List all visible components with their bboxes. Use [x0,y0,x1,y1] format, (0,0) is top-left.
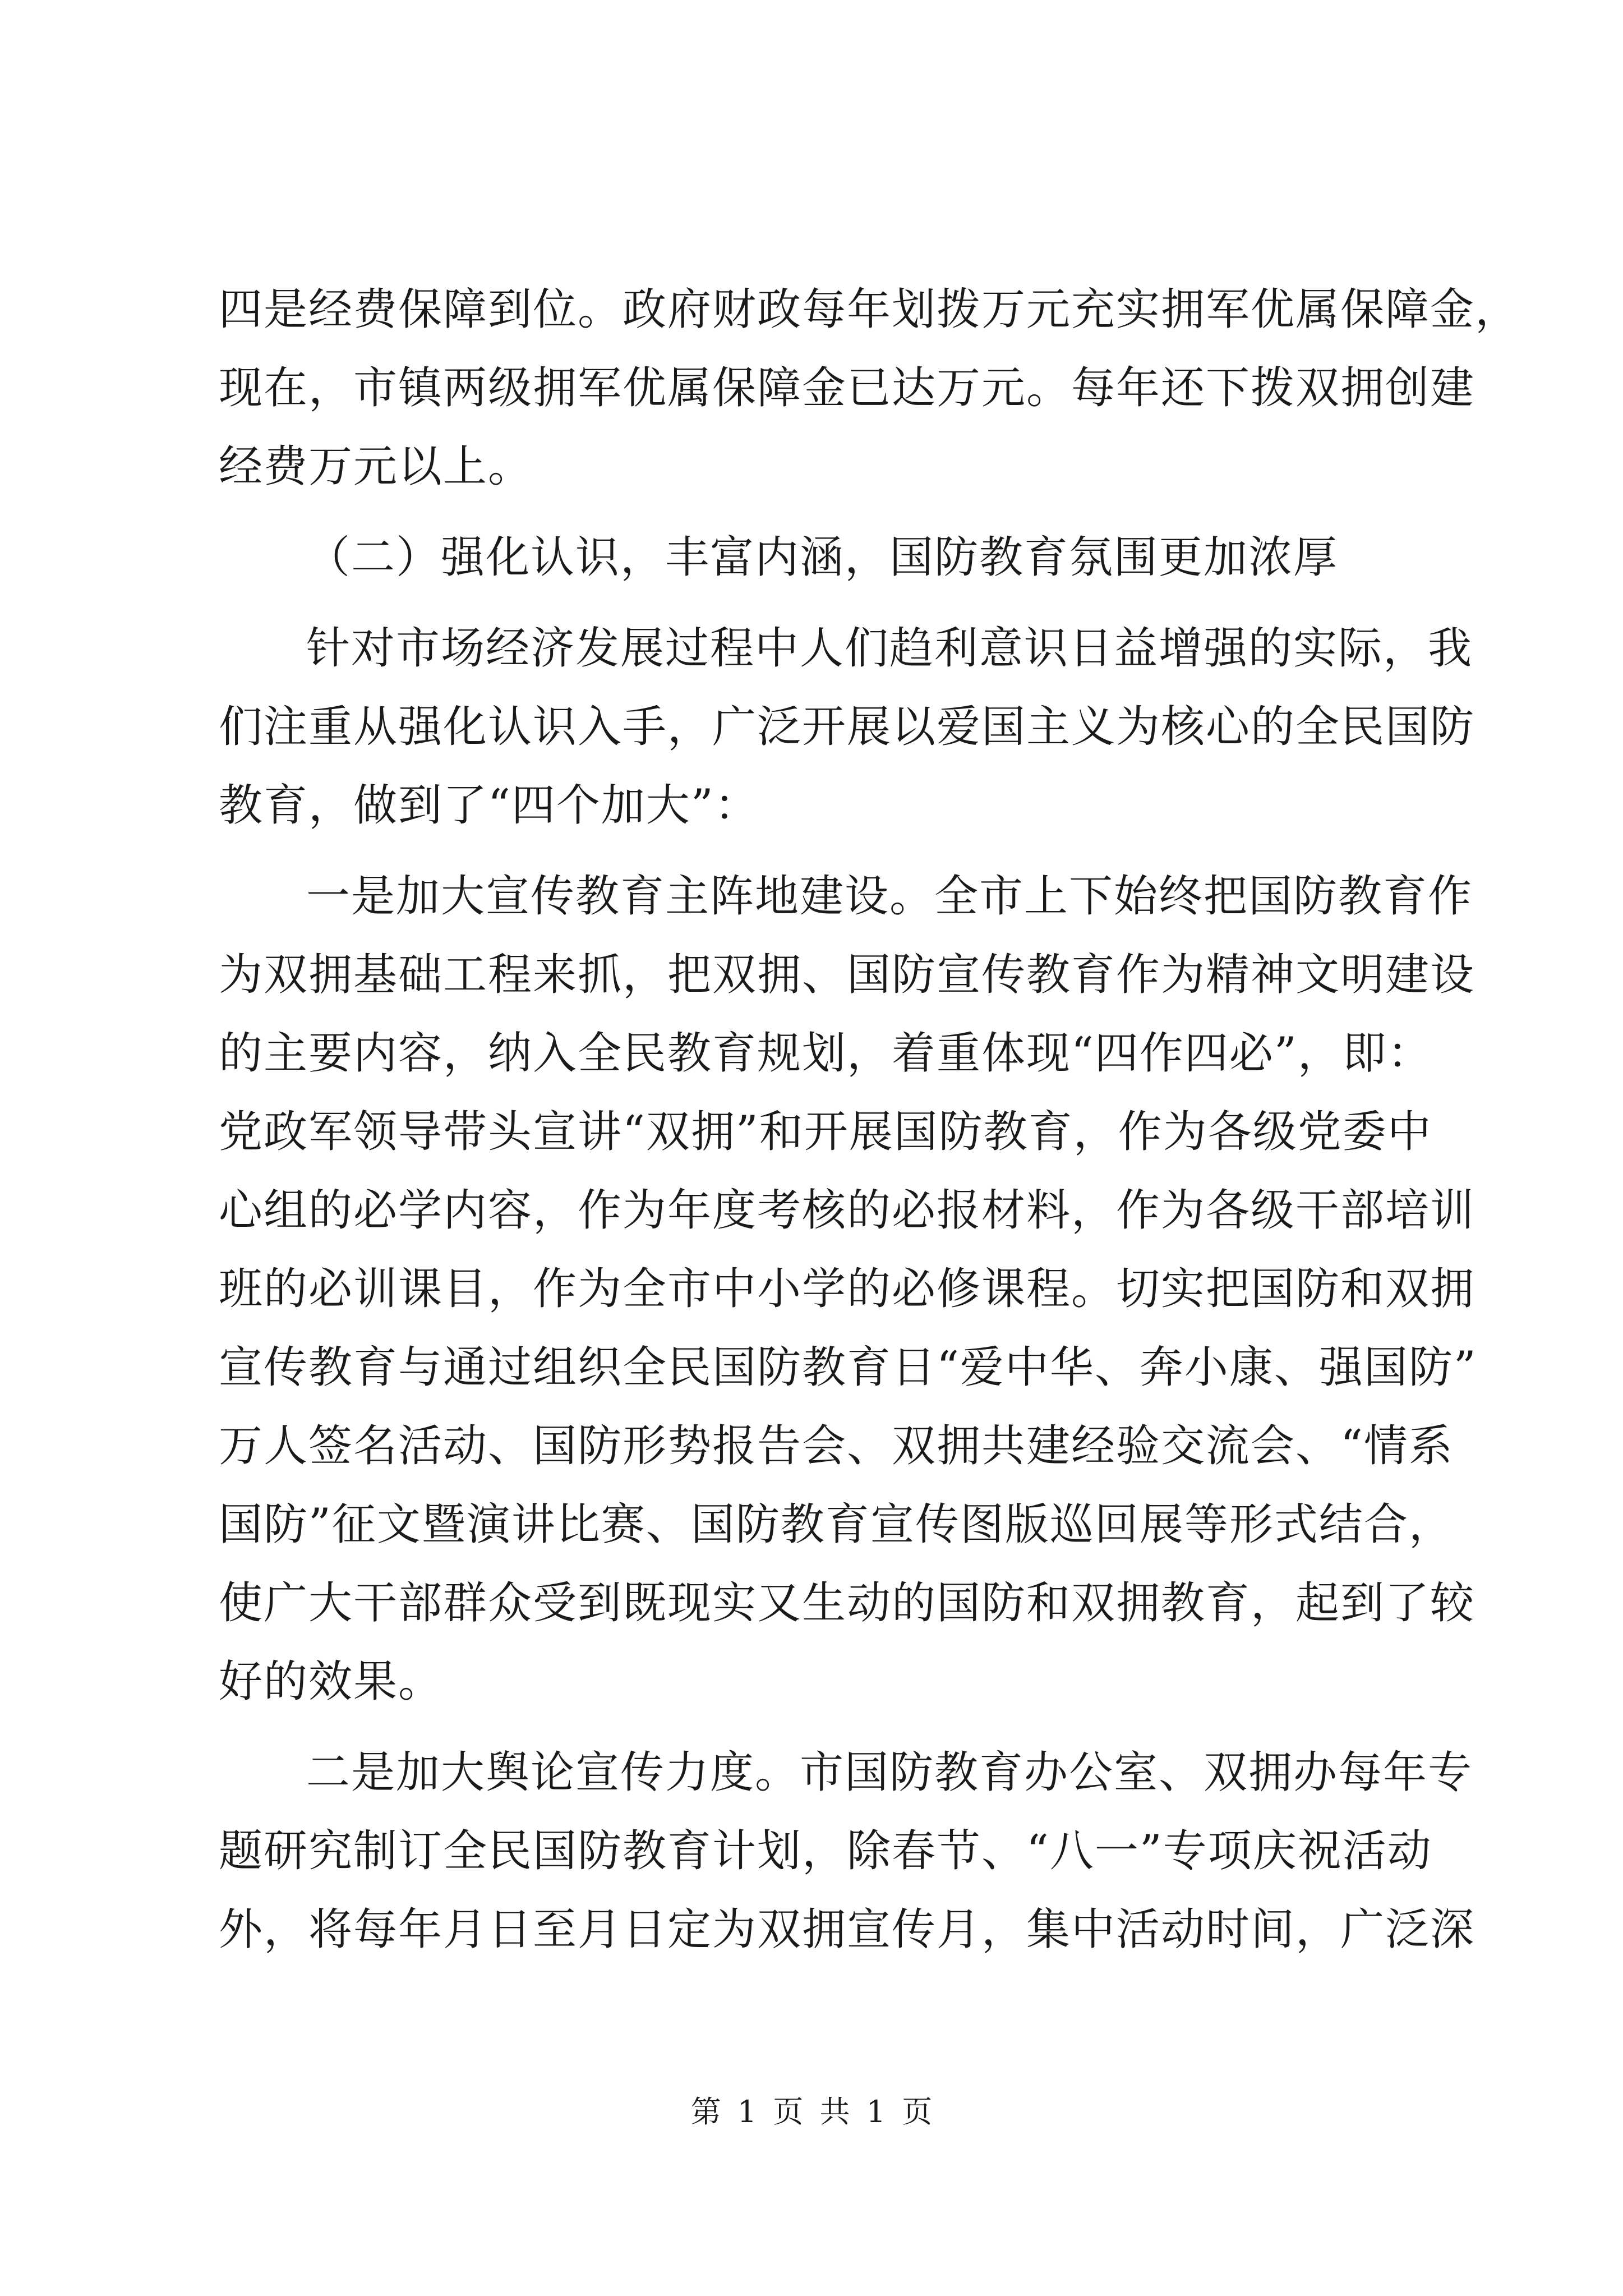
paragraph-gap [219,597,1417,609]
section-heading [219,518,1417,597]
text-line: 教育，做到了“四个加大”： [219,780,759,831]
text-line: 为双拥基础工程来抓，把双拥、国防宣传教育作为精神文明建设 [219,950,1476,1000]
text-line: 现在，市镇两级拥军优属保障金已达万元。每年还下拨双拥创建 [219,363,1476,413]
paragraph [219,609,1476,845]
text-line: 党政军领导带头宣讲“双拥”和开展国防教育，作为各级党委中 [219,1107,1432,1157]
text-line: 四是经费保障到位。政府财政每年划拨万元充实拥军优属保障金， [219,284,1520,335]
text-line: 二是加大舆论宣传力度。市国防教育办公室、双拥办每年专 [306,1747,1473,1798]
text-line: 们注重从强化认识入手，广泛开展以爱国主义为核心的全民国防 [219,702,1476,752]
paragraph-gap [219,1721,1417,1733]
text-line: 好的效果。 [219,1657,444,1707]
text-line: 的主要内容，纳入全民教育规划，着重体现“四作四必”，即： [219,1028,1432,1079]
paragraph [219,270,1520,506]
paragraph-gap [219,506,1417,518]
text-line: 班的必训课目，作为全市中小学的必修课程。切实把国防和双拥 [219,1264,1476,1314]
document-body [219,270,1520,1969]
paragraph [219,1733,1476,1969]
text-line: 针对市场经济发展过程中人们趋利意识日益增强的实际，我 [306,623,1473,674]
text-line: 心组的必学内容，作为年度考核的必报材料，作为各级干部培训 [219,1185,1476,1236]
paragraph-gap [219,845,1417,857]
text-line: 宣传教育与通过组织全民国防教育日“爱中华、奔小康、强国防” [219,1342,1477,1393]
text-line: 使广大干部群众受到既现实又生动的国防和双拥教育，起到了较 [219,1578,1476,1628]
text-line: 一是加大宣传教育主阵地建设。全市上下始终把国防教育作 [306,871,1473,922]
text-line: 题研究制订全民国防教育计划，除春节、“八一”专项庆祝活动 [219,1826,1432,1876]
paragraph [219,857,1477,1721]
page-footer: 第 1 页 共 1 页 [690,2094,933,2129]
text-line: 万人签名活动、国防形势报告会、双拥共建经验交流会、“情系 [219,1421,1454,1471]
text-line: 外，将每年月日至月日定为双拥宣传月，集中活动时间，广泛深 [219,1904,1476,1955]
text-line: （二）强化认识，丰富内涵，国防教育氛围更加浓厚 [306,532,1339,583]
text-line: 国防”征文暨演讲比赛、国防教育宣传图版巡回展等形式结合， [219,1499,1454,1550]
text-line: 经费万元以上。 [219,441,533,492]
